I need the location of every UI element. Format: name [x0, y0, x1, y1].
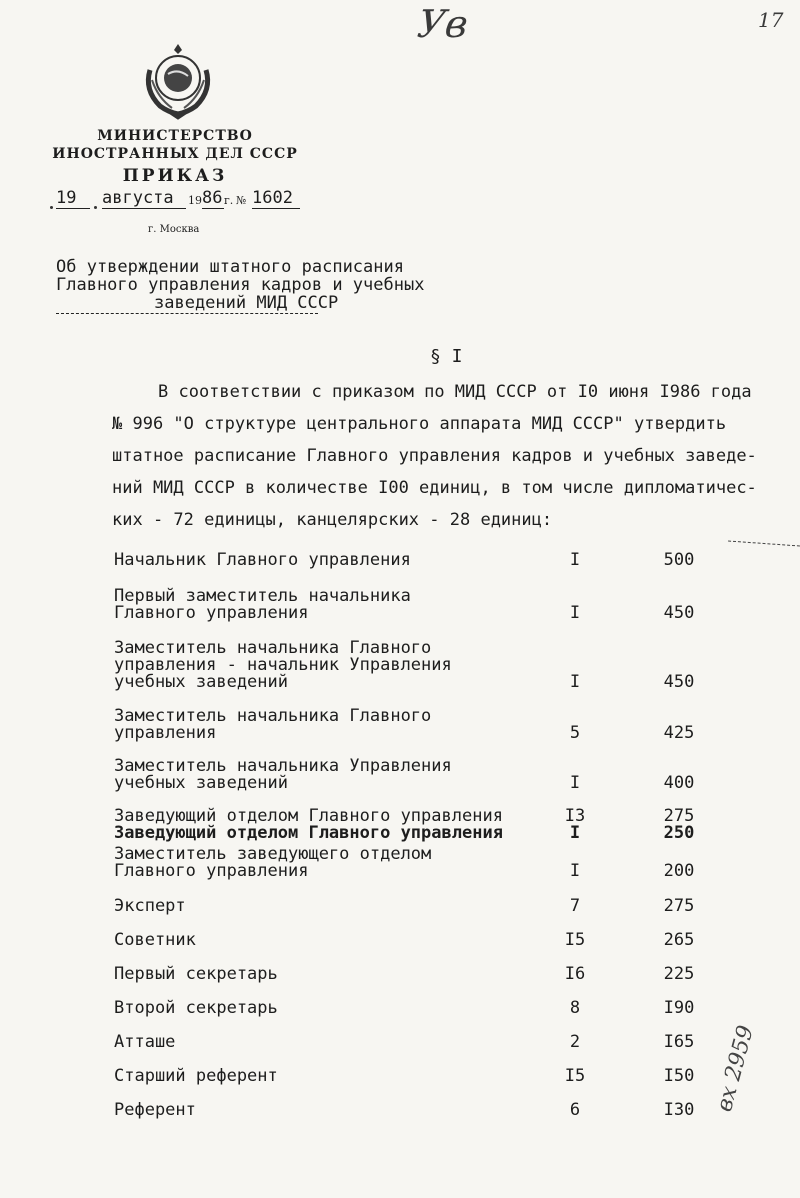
position-title: Начальник Главного управления	[114, 550, 411, 570]
order-number: 1602	[252, 188, 300, 209]
section-heading: § I	[430, 346, 463, 367]
position-count: 5	[569, 723, 581, 743]
position-title: Первый заместитель начальника Главного управления	[114, 586, 411, 623]
paragraph-line: № 996 "О структуре центрального аппарата МИД СССР" утвердить	[112, 414, 727, 434]
date-month: августа	[102, 188, 186, 209]
position-title: Заместитель начальника Главного управления	[114, 706, 432, 743]
ussr-emblem-icon	[138, 40, 218, 122]
subject-underline	[56, 313, 318, 314]
position-salary: 200	[663, 861, 695, 881]
position-count: I5	[564, 1066, 586, 1086]
position-title: Референт	[114, 1100, 196, 1120]
paragraph-line: В соответствии с приказом по МИД СССР от I0 июня I986 года	[158, 382, 752, 402]
year-prefix: 19	[188, 194, 202, 207]
year-suffix: 86	[202, 188, 223, 208]
position-count: I	[569, 550, 581, 570]
paragraph-line: штатное расписание Главного управления кадров и учебных заведе-	[112, 446, 757, 466]
position-title: Старший референт	[114, 1066, 278, 1086]
handwritten-page-number: 17	[758, 8, 784, 32]
position-title: Советник	[114, 930, 196, 950]
paragraph-line: ний МИД СССР в количестве I00 единиц, в том числе дипломатичес-	[112, 478, 757, 498]
position-count: I5	[564, 930, 586, 950]
position-salary: I30	[663, 1100, 695, 1120]
position-salary: I50	[663, 1066, 695, 1086]
position-title: Второй секретарь	[114, 998, 278, 1018]
position-salary: 225	[663, 964, 695, 984]
subject-line: Об утверждении штатного расписания	[56, 257, 404, 277]
document-type: ПРИКАЗ	[122, 166, 228, 186]
position-title: Заместитель начальника Управления учебных заведений	[114, 756, 452, 793]
position-title: Заведующий отделом Главного управления	[114, 823, 503, 843]
handwritten-initials: Ув	[414, 2, 471, 46]
position-salary: I65	[663, 1032, 695, 1052]
position-count: 7	[569, 896, 581, 916]
position-salary: 275	[663, 896, 695, 916]
position-salary: 450	[663, 603, 695, 623]
position-count: 8	[569, 998, 581, 1018]
position-count: I6	[564, 964, 586, 984]
position-title: Первый секретарь	[114, 964, 278, 984]
order-date-line	[50, 188, 310, 214]
position-count: 6	[569, 1100, 581, 1120]
position-salary: 425	[663, 723, 695, 743]
position-salary: 250	[663, 823, 695, 843]
position-title: Заведующий отделом Главного управления	[114, 806, 503, 826]
position-title: Заместитель заведующего отделом Главного управления	[114, 844, 432, 881]
position-salary: I90	[663, 998, 695, 1018]
position-salary: 450	[663, 672, 695, 692]
paragraph-line: ких - 72 единицы, канцелярских - 28 единиц:	[112, 510, 553, 530]
subject-line: Главного управления кадров и учебных	[56, 275, 425, 295]
handwritten-side-note: вх 2959	[712, 1022, 759, 1115]
position-count: I	[569, 861, 581, 881]
position-count: 2	[569, 1032, 581, 1052]
year-mark: г.	[224, 194, 234, 207]
order-subject	[56, 258, 496, 312]
city: г. Москва	[148, 224, 200, 235]
position-count: I3	[564, 806, 586, 826]
body-paragraph	[112, 376, 792, 536]
position-title: Заместитель начальника Главного управления - начальник Управления учебных заведений	[114, 638, 452, 692]
position-salary: 400	[663, 773, 695, 793]
position-salary: 265	[663, 930, 695, 950]
date-dot	[94, 206, 97, 209]
date-day: 19	[56, 188, 90, 209]
position-salary: 500	[663, 550, 695, 570]
position-salary: 275	[663, 806, 695, 826]
ministry-name-line1: МИНИСТЕРСТВО	[97, 128, 253, 144]
ministry-name-line2: ИНОСТРАННЫХ ДЕЛ СССР	[52, 146, 298, 162]
position-count: I	[569, 672, 581, 692]
subject-line: заведений МИД СССР	[154, 293, 339, 313]
position-count: I	[569, 603, 581, 623]
date-dot	[50, 206, 53, 209]
position-count: I	[569, 773, 581, 793]
position-title: Эксперт	[114, 896, 186, 916]
margin-mark	[728, 540, 800, 546]
number-sign: №	[236, 194, 247, 207]
position-title: Атташе	[114, 1032, 176, 1052]
position-count: I	[569, 823, 581, 843]
